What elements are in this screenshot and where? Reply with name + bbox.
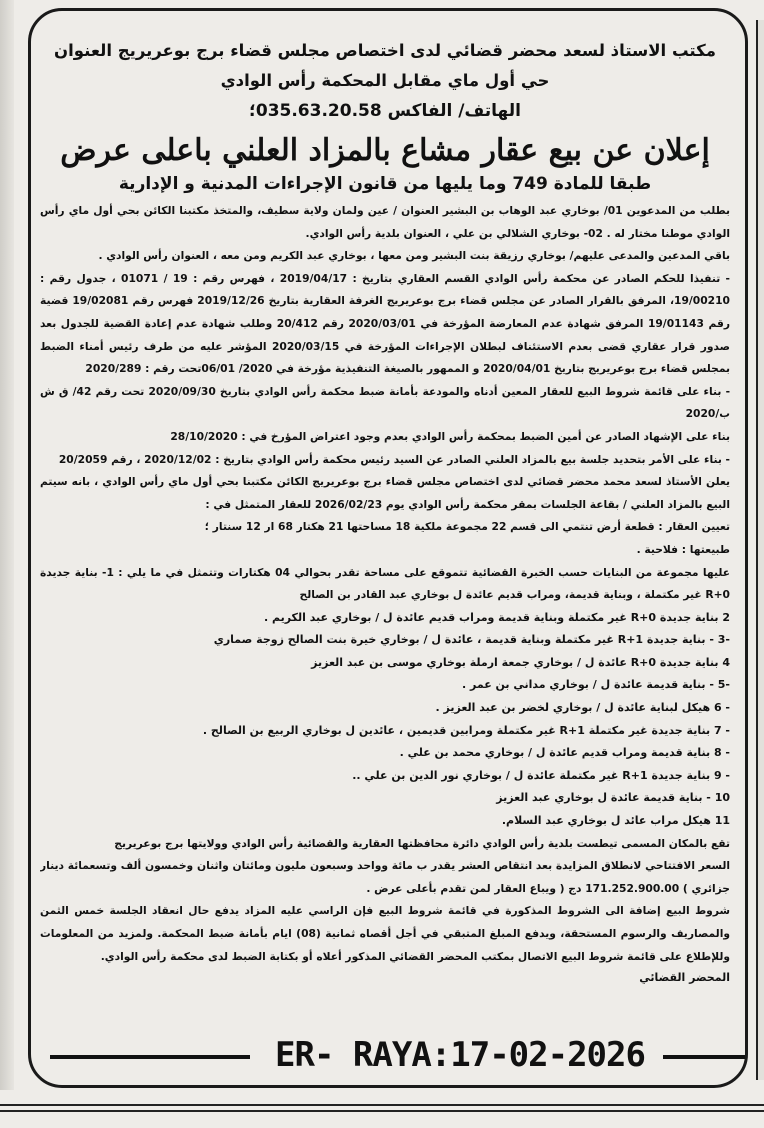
sale-conditions-paragraph: - بناء على قائمة شروط البيع للعقار المعين أدناه والمودعة بأمانة ضبط محكمة رأس الوادي بتاريخ 2020/09/30 تحت رقم 42/ ق ش ب/2020 (40, 384, 730, 421)
judgment-paragraph: - تنفيذا للحكم الصادر عن محكمة رأس الوادي القسم العقاري بتاريخ : 2019/04/17 ، فهرس رقم : 19 / 01071 ، جدول رقم : 19/00210، المرفق بالقرار الصادر عن مجلس قضاء برج بوعريريج الغرفة العقارية بتاريخ 2019/12/26 فهرس رقم 19/02081 قضية رقم 19/01143 المرفق شهادة عدم المعارضة المؤرخة في 2020/03/01 رقم 20/412 وطلب شهادة عدم إعادة القضية للجدول بعد صدور قرار عقاري قضى بعدم الاستئناف لبطلان الإجراءات المؤرخة في 2020/03/15 المؤشر عليه من طرف رئيس أمناء الضبط بمجلس قضاء برج بوعريريج بتاريخ 2020/04/01 و الممهور بالصيغة التنفيذية مؤرخة في 2020/ 06/01تحت رقم : 2020/289 (40, 271, 730, 376)
announcement-subtitle: طبقا للمادة 749 وما يليها من قانون الإجراءات المدنية و الإدارية (118, 174, 652, 194)
building-item: 2 بناية جديدة R+0 غير مكتملة وبناية قديمة ومراب قديم عائدة ل / بوخاري عبد الكريم . (263, 610, 730, 624)
opening-price-paragraph: السعر الافتتاحي لانطلاق المزايدة بعد انتقاص العشر يقدر ب مائة وواحد وسبعون مليون ومائتان واثنان وخمسون ألف وتسعمائة دينار جزائري ) 171.252.900.00 دج ( ويباع العقار لمن تقدم بأعلى عرض . (40, 859, 730, 895)
office-phone: الهاتف/ الفاكس 035.63.20.58؛ (249, 101, 521, 121)
building-item: -3 - بناية جديدة R+1 غير مكتملة وبناية قديمة ، عائدة ل / بوخاري خيرة بنت الصالح زوجة صماري (213, 633, 730, 647)
announcement-body (40, 200, 730, 968)
adjacent-column-edge (0, 0, 14, 1090)
property-designation: تعيين العقار : قطعة أرض تنتمي الى قسم 22 مجموعة ملكية 18 مساحتها 21 هكتار 68 ار 12 سنتار ؛ (204, 520, 730, 534)
office-name: مكتب الاستاذ لسعد محضر قضائي لدى اختصاص مجلس قضاء برج بوعريريج العنوان (54, 41, 716, 60)
no-objection-paragraph: بناء على الإشهاد الصادر عن أمين الضبط بمحكمة رأس الوادي بعدم وجود اعتراض المؤرخ في : 28/10/2020 (170, 429, 730, 443)
page-bottom-rule (0, 1104, 764, 1112)
property-nature: طبيعتها : فلاحية . (636, 542, 730, 556)
footer-rule-left (50, 1055, 250, 1059)
buildings-paragraph: عليها مجموعة من البنايات حسب الخبرة القضائية تتموقع على مساحة تقدر بحوالي 04 هكتارات وتتمثل في ما يلي : 1- بناية جديدة R+0 غير مكتملة ، وبناية قديمة، ومراب قديم عائدة ل بوخاري عبد القادر بن الصالح (40, 565, 730, 602)
newspaper-footer: ER- RAYA:17-02-2026 (260, 1030, 660, 1080)
adjacent-column-edge-right (756, 20, 764, 1080)
building-item: - 7 بناية جديدة غير مكتملة R+1 غير مكتملة ومرابين قديمين ، عائدين ل بوخاري الربيع بن الصالح . (202, 723, 730, 737)
location-paragraph: تقع بالمكان المسمى تيطست بلدية رأس الوادي دائرة محافظتها العقارية والقضائية رأس الوادي وولايتها برج بوعريريج (114, 836, 730, 850)
signature-label: المحضر القضائي (639, 971, 730, 985)
announcement-title: إعلان عن بيع عقار مشاع بالمزاد العلني باعلى عرض (60, 133, 710, 168)
sale-terms-paragraph: شروط البيع إضافة الى الشروط المذكورة في قائمة شروط البيع فإن الراسي عليه المزاد يدفع حال انعقاد الجلسة خمس الثمن والمصاريف والرسوم المستحقة، ويدفع المبلغ المتبقي في أجل أقصاه ثمانية (08) ايام بأمانة ضبط المحكمة. ولمزيد من المعلومات وللإطلاع على قائمة شروط البيع الاتصال بمكتب المحضر القضائي المذكور أعلاه أو بكتابة الضبط لدى محكمة رأس الوادي. (40, 904, 730, 963)
hearing-order-paragraph: - بناء على الأمر بتحديد جلسة بيع بالمزاد العلني الصادر عن السيد رئيس محكمة رأس الوادي بتاريخ : 2020/12/02 ، رقم 20/2059 (58, 452, 730, 466)
other-parties-paragraph: باقي المدعين والمدعى عليهم/ بوخاري رزيقة بنت البشير ومن معها ، بوخاري عبد الكريم ومن معه ، العنوان رأس الوادي . (98, 249, 730, 263)
building-item: 11 هيكل مراب عائد ل بوخاري عبد السلام. (501, 814, 730, 828)
building-item: 4 بناية جديدة R+0 عائدة ل / بوخاري جمعة ارملة بوخاري موسى بن عبد العزيز (311, 655, 730, 669)
footer-rule-right (663, 1055, 745, 1059)
bailiff-office-header (40, 36, 730, 126)
requesters-paragraph: بطلب من المدعوين 01/ بوخاري عبد الوهاب بن البشير العنوان / عين ولمان ولاية سطيف، والمتخذ مكتبنا الكائن بحي أول ماي رأس الوادي موطنا مختار له . 02- بوخاري الشلالي بن علي ، العنوان بلدية رأس الوادي. (40, 204, 730, 240)
building-item: - 6 هيكل لبناية عائدة ل / بوخاري لخضر بن عبد العزيز . (435, 701, 730, 715)
auction-announcement-paragraph: يعلن الأستاذ لسعد محمد محضر قضائي لدى اختصاص مجلس قضاء برج بوعريريج الكائن مكتبنا بحي أول ماي رأس الوادي ، بانه سيتم البيع بالمزاد العلني / بقاعة الجلسات بمقر محكمة رأس الوادي يوم 2026/02/23 للعقار المتمثل في : (40, 475, 730, 511)
building-item: 10 - بناية قديمة عائدة ل بوخاري عبد العزيز (496, 791, 730, 805)
announcement-content (40, 36, 730, 1026)
building-item: - 9 بناية جديدة R+1 غير مكتملة عائدة ل / بوخاري نور الدين بن علي .. (352, 768, 730, 782)
building-item: -5 - بناية قديمة عائدة ل / بوخاري مداني بن عمر . (461, 678, 730, 692)
office-address: حي أول ماي مقابل المحكمة رأس الوادي (220, 71, 550, 90)
building-item: - 8 بناية قديمة ومراب قديم عائدة ل / بوخاري محمد بن علي . (399, 746, 730, 760)
